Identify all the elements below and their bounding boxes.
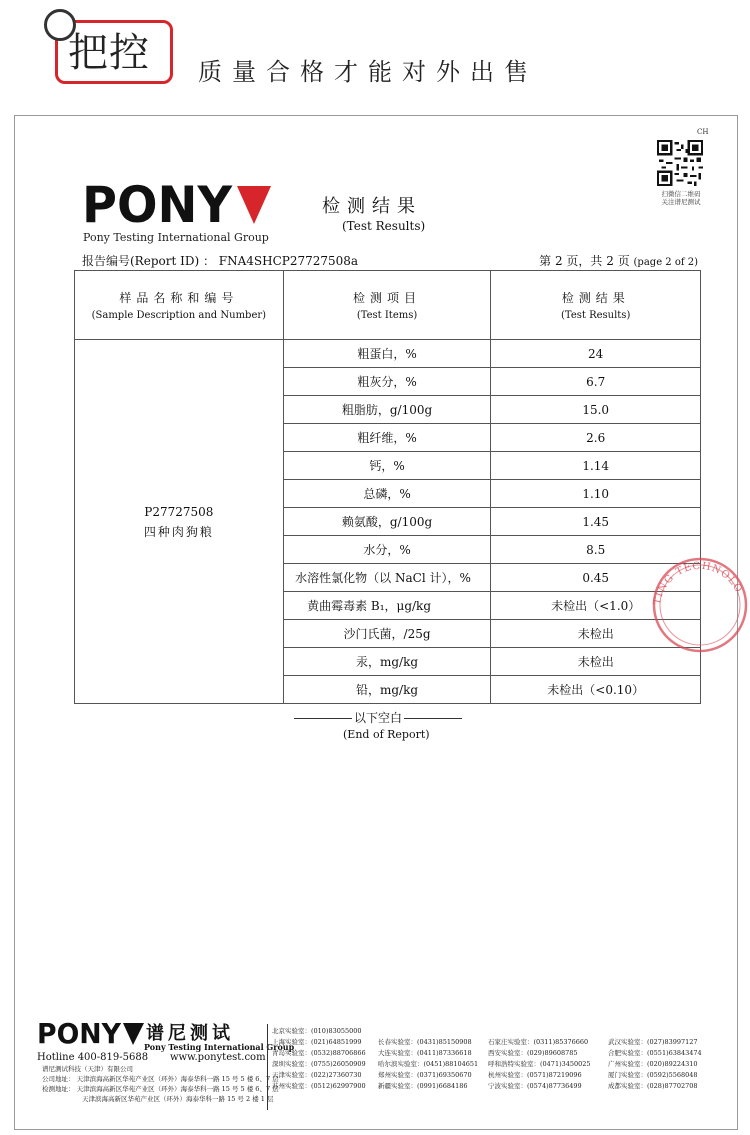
test-result: 1.10 xyxy=(491,480,701,508)
lab-entry: 青岛实验室：(0532)88706866 xyxy=(272,1049,366,1057)
meta-row xyxy=(82,252,698,270)
lab-entry: 深圳实验室：(0755)26050909 xyxy=(272,1060,366,1068)
footer-divider xyxy=(267,1024,268,1110)
test-result: 2.6 xyxy=(491,424,701,452)
test-result: 0.45 xyxy=(491,564,701,592)
lab-entry: 呼和浩特实验室：(0471)3450025 xyxy=(488,1060,591,1068)
qr-caption-line-1: 扫微信二维码 xyxy=(661,190,701,198)
test-result: 1.14 xyxy=(491,452,701,480)
lab-entry: 武汉实验室：(027)83997127 xyxy=(608,1038,698,1046)
report-id: 报告编号(Report ID) ： FNA4SHCP27727508a xyxy=(82,254,359,268)
column-header-en: (Sample Description and Number) xyxy=(91,310,267,321)
test-item: 黄曲霉毒素 B₁，μg/kg xyxy=(283,592,491,620)
lab-entry: 上海实验室：(021)64851999 xyxy=(272,1038,362,1046)
company-seal-stamp xyxy=(640,550,750,660)
test-result: 未检出（<1.0） xyxy=(491,592,701,620)
page-info xyxy=(539,252,698,269)
lab-entry: 合肥实验室：(0551)63843474 xyxy=(608,1049,702,1057)
test-item: 赖氨酸，g/100g xyxy=(283,508,491,536)
pony-logo xyxy=(82,182,272,226)
column-header-cn: 样品名称和编号 xyxy=(119,291,239,305)
qr-caption xyxy=(653,190,709,206)
test-item: 水溶性氯化物（以 NaCl 计），% xyxy=(283,564,491,592)
lab-entry: 新疆实验室：(0991)6684186 xyxy=(378,1082,468,1090)
sample-number: P27727508 xyxy=(144,504,214,519)
lab-entry: 大连实验室：(0411)87336618 xyxy=(378,1049,472,1057)
test-item: 沙门氏菌，/25g xyxy=(283,620,491,648)
test-item: 粗纤维，% xyxy=(283,424,491,452)
test-item: 粗灰分，% xyxy=(283,368,491,396)
test-result: 15.0 xyxy=(491,396,701,424)
table-row xyxy=(75,340,701,368)
column-header-cn: 检测项目 xyxy=(353,291,422,305)
company-name: 谱尼测试科技（天津）有限公司 xyxy=(42,1065,133,1073)
lab-entry: 长春实验室：(0431)85150908 xyxy=(378,1038,472,1046)
test-item: 总磷，% xyxy=(283,480,491,508)
lab-entry: 西安实验室：(029)89608785 xyxy=(488,1049,578,1057)
end-of-report-en: (End of Report) xyxy=(343,728,430,741)
test-result: 未检出 xyxy=(491,648,701,676)
column-header-results xyxy=(491,271,701,340)
footer-pony-logo xyxy=(37,1020,145,1046)
end-of-report-cn xyxy=(292,709,464,726)
column-header-en: (Test Items) xyxy=(356,310,418,321)
sample-cell xyxy=(75,340,284,704)
test-result: 8.5 xyxy=(491,536,701,564)
qr-corner-label: CH xyxy=(697,128,709,136)
test-item: 汞，mg/kg xyxy=(283,648,491,676)
test-result: 未检出（<0.10） xyxy=(491,676,701,704)
test-result: 1.45 xyxy=(491,508,701,536)
page-info-cn: 第 2 页，共 2 页 xyxy=(539,254,630,268)
column-header-cn: 检测结果 xyxy=(561,291,630,305)
test-item: 钙，% xyxy=(283,452,491,480)
column-header-items xyxy=(283,271,491,340)
badge xyxy=(55,20,173,84)
lab-entry: 哈尔滨实验室：(0451)88104651 xyxy=(378,1060,479,1068)
table-header-row xyxy=(75,271,701,340)
tagline: 质量合格才能对外出售 xyxy=(198,58,538,86)
testing-address-2: 天津滨海高新区华苑产业区（环外）海泰华科一路 15 号 2 楼 1 层 xyxy=(82,1095,274,1103)
results-table xyxy=(74,270,701,704)
lab-directory xyxy=(270,1026,720,1116)
group-name: Pony Testing International Group xyxy=(83,231,269,244)
qr-caption-line-2: 关注谱尼测试 xyxy=(661,198,701,206)
test-result: 6.7 xyxy=(491,368,701,396)
lab-entry: 厦门实验室：(0592)5568048 xyxy=(608,1071,698,1079)
logo-text: PONY xyxy=(82,182,233,226)
logo-triangle-icon xyxy=(237,186,271,224)
sample-name: 四种肉狗粮 xyxy=(143,524,214,539)
report-title-en: (Test Results) xyxy=(342,219,426,233)
svg-text:TING TECHNOLO xyxy=(652,561,744,606)
footer-brand-en: Pony Testing International Group xyxy=(144,1042,295,1052)
test-item: 铅，mg/kg xyxy=(283,676,491,704)
qr-code-icon xyxy=(657,140,703,186)
column-header-en: (Test Results) xyxy=(561,310,631,321)
test-item: 粗蛋白，% xyxy=(283,340,491,368)
lab-entry: 石家庄实验室：(0311)85376660 xyxy=(488,1038,589,1046)
badge-text: 把控 xyxy=(68,30,150,76)
lab-entry: 北京实验室：(010)83055000 xyxy=(272,1027,362,1035)
footer-logo-triangle-icon xyxy=(123,1023,144,1045)
report-title: 检测结果 xyxy=(322,196,422,217)
column-header-sample xyxy=(75,271,284,340)
test-result: 未检出 xyxy=(491,620,701,648)
lab-entry: 广州实验室：(020)89224310 xyxy=(608,1060,698,1068)
website-link[interactable]: www.ponytest.com xyxy=(170,1052,266,1063)
seal-text: TING TECHNOLO xyxy=(651,560,745,606)
page-info-en: (page 2 of 2) xyxy=(633,257,698,268)
test-item: 水分，% xyxy=(283,536,491,564)
lab-entry: 成都实验室：(028)87702708 xyxy=(608,1082,698,1090)
lab-entry: 郑州实验室：(0371)69350670 xyxy=(378,1071,472,1079)
test-result: 24 xyxy=(491,340,701,368)
end-of-report-cn-text: 以下空白 xyxy=(354,711,403,725)
test-item: 粗脂肪，g/100g xyxy=(283,396,491,424)
company-address: 公司地址： 天津滨海高新区华苑产业区（环外）海泰华科一路 15 号 5 楼 6、7 层 xyxy=(42,1075,279,1083)
lab-entry: 杭州实验室：(0571)87219096 xyxy=(488,1071,582,1079)
lab-entry: 苏州实验室：(0512)62997900 xyxy=(272,1082,366,1090)
footer-logo-text: PONY xyxy=(37,1020,122,1046)
hotline: Hotline 400-819-5688 xyxy=(37,1052,149,1063)
testing-address: 检测地址： 天津滨海高新区华苑产业区（环外）海泰华科一路 15 号 5 楼 6、7 层 xyxy=(42,1085,279,1093)
lab-entry: 宁波实验室：(0574)87736499 xyxy=(488,1082,582,1090)
footer-brand-cn: 谱尼测试 xyxy=(146,1023,234,1044)
lab-entry: 天津实验室：(022)27360730 xyxy=(272,1071,362,1079)
